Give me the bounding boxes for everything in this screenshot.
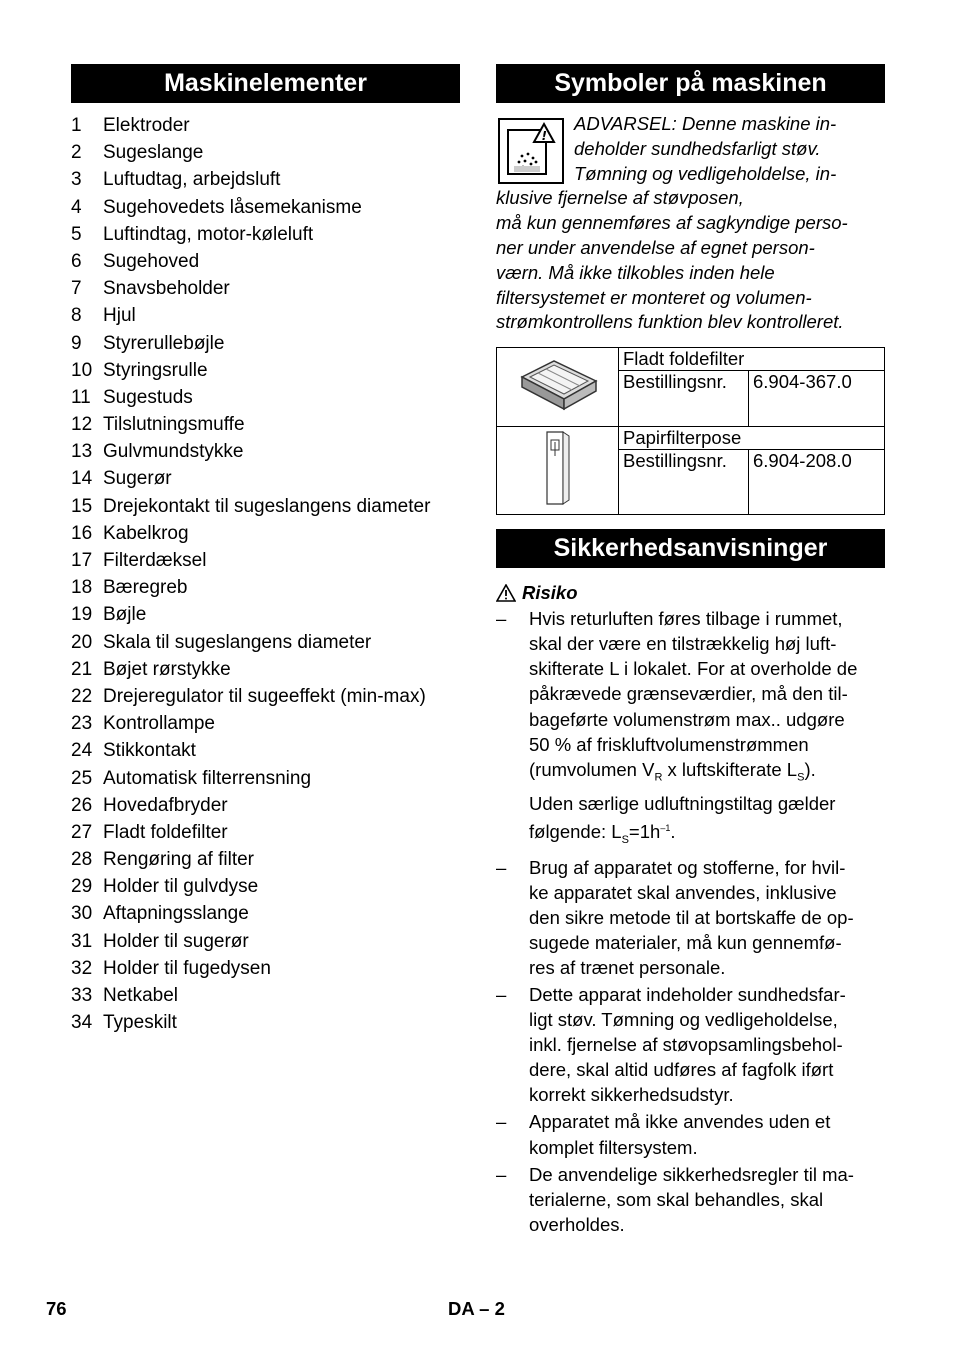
- part-number: 6: [71, 250, 82, 272]
- part-number: 29: [71, 876, 93, 898]
- part-label: Styringsrulle: [103, 359, 208, 381]
- part-label: Gulvmundstykke: [103, 441, 244, 463]
- order-number: 6.904-208.0: [749, 450, 885, 515]
- warning-line: filtersystemet er monteret og volumen-: [496, 286, 812, 308]
- part-item: [71, 737, 460, 764]
- part-label: Filterdæksel: [103, 550, 207, 571]
- bullet-line: påkrævede grænseværdier, må den til-: [529, 683, 848, 705]
- part-label: Kontrollampe: [103, 713, 215, 735]
- bullet-dash: –: [496, 1163, 507, 1185]
- part-number: 1: [71, 115, 82, 136]
- order-number-label: Bestillingsnr.: [619, 450, 749, 515]
- warning-line: strømkontrollens funktion blev kontrolleret.: [496, 311, 844, 333]
- part-number: 12: [71, 414, 93, 436]
- part-label: Rengøring af filter: [103, 849, 255, 871]
- part-label: Holder til fugedysen: [103, 957, 271, 979]
- part-number: 20: [71, 631, 93, 653]
- part-item: [71, 493, 460, 520]
- part-item: [71, 601, 460, 628]
- part-number: 34: [71, 1012, 93, 1034]
- bullet-dash: –: [496, 856, 507, 878]
- part-item: [71, 438, 460, 465]
- part-number: 17: [71, 550, 93, 571]
- part-number: 4: [71, 196, 82, 218]
- part-number: 8: [71, 305, 82, 327]
- warning-line: Tømning og vedligeholdelse, in-: [574, 162, 837, 184]
- part-label: Snavsbeholder: [103, 278, 230, 300]
- part-number: 3: [71, 169, 82, 191]
- part-item: [71, 330, 460, 357]
- bullet-line: 50 % af friskluftvolumenstrømmen: [529, 733, 809, 755]
- part-number: 21: [71, 658, 93, 680]
- part-number: 24: [71, 740, 93, 762]
- part-number: 23: [71, 713, 93, 735]
- heading-symboler: Symboler på maskinen: [496, 64, 885, 103]
- warning-line: ADVARSEL: Denne maskine in-: [574, 113, 837, 134]
- part-label: Sugehoved: [103, 250, 200, 272]
- part-item: [71, 275, 460, 302]
- bullet-line: komplet filtersystem.: [529, 1136, 698, 1158]
- part-number: 31: [71, 930, 93, 952]
- part-label: Bøjle: [103, 604, 147, 626]
- bullet-line: Uden særlige udluftningstiltag gælder: [529, 792, 836, 814]
- bullet-line: Hvis returluften føres tilbage i rummet,: [529, 608, 843, 630]
- part-label: Bøjet rørstykke: [103, 658, 231, 680]
- right-column: [496, 64, 885, 1239]
- part-number: 14: [71, 468, 93, 490]
- part-label: Automatisk filterrensning: [103, 767, 312, 789]
- part-number: 32: [71, 957, 93, 979]
- warning-line: deholder sundhedsfarligt støv.: [574, 137, 821, 159]
- part-label: Hjul: [103, 305, 136, 327]
- part-label: Stikkontakt: [103, 740, 196, 762]
- part-label: Bæregreb: [103, 577, 188, 599]
- part-number: 9: [71, 332, 82, 354]
- part-label: Kabelkrog: [103, 522, 189, 544]
- warning-line: må kun gennemføres af sagkyndige perso-: [496, 212, 848, 234]
- warning-block: [496, 112, 885, 335]
- bullet-line: den sikre metode til at bortskaffe de op-: [529, 906, 854, 928]
- part-label: Sugeslange: [103, 142, 204, 164]
- part-item: [71, 629, 460, 656]
- bullet-line: Dette apparat indeholder sundhedsfar-: [529, 984, 846, 1006]
- part-label: Typeskilt: [103, 1012, 177, 1034]
- bullet-line: overholdes.: [529, 1213, 625, 1235]
- part-item: [71, 166, 460, 193]
- bullet-line: res af trænet personale.: [529, 956, 726, 978]
- part-item: [71, 384, 460, 411]
- part-label: Drejekontakt til sugeslangens diameter: [103, 495, 431, 517]
- bullet-line: sugede materialer, må kun gennemfø-: [529, 931, 842, 953]
- bullet-line: De anvendelige sikkerhedsregler til ma-: [529, 1163, 854, 1185]
- bullet-dash: –: [496, 1111, 507, 1133]
- safety-bullets: [496, 606, 885, 1237]
- part-number: 2: [71, 142, 82, 164]
- bullet-line: ke apparatet skal anvendes, inklusive: [529, 881, 837, 903]
- bullet-line: terialerne, som skal behandles, skal: [529, 1188, 824, 1210]
- bullet-line: skifterate L i lokalet. For at overholde de: [529, 658, 858, 680]
- part-item: [71, 982, 460, 1009]
- bullet-line: skal der være en tilstrækkelig høj luft-: [529, 633, 837, 655]
- risk-heading: [496, 580, 885, 606]
- flat-filter-image: [497, 348, 619, 427]
- risk-label: Risiko: [522, 582, 578, 604]
- svg-text:!: !: [541, 129, 547, 143]
- part-number: 15: [71, 495, 93, 517]
- part-number: 19: [71, 604, 93, 626]
- part-label: Sugehovedets låsemekanisme: [103, 196, 362, 218]
- bullet-item: [496, 855, 885, 980]
- part-number: 18: [71, 577, 93, 599]
- part-label: Holder til sugerør: [103, 930, 249, 952]
- part-item: [71, 520, 460, 547]
- part-label: Luftindtag, motor-køleluft: [103, 223, 314, 245]
- page-number: 76: [46, 1298, 67, 1319]
- part-number: 7: [71, 278, 82, 300]
- part-label: Tilslutningsmuffe: [103, 414, 245, 436]
- part-label: Elektroder: [103, 115, 190, 136]
- bullet-item: [496, 982, 885, 1107]
- part-label: Fladt foldefilter: [103, 821, 228, 843]
- part-item: [71, 683, 460, 710]
- heading-maskinelementer: Maskinelementer: [71, 64, 460, 103]
- part-item: [71, 465, 460, 492]
- part-label: Styrerullebøjle: [103, 332, 225, 354]
- part-item: [71, 139, 460, 166]
- bullet-line: følgende: $L_S=1h^{-1}$.: [529, 820, 676, 846]
- warning-line: ner under anvendelse af egnet person-: [496, 236, 815, 258]
- filter-table: [496, 347, 885, 515]
- part-item: [71, 1009, 460, 1036]
- filter-name: Papirfilterpose: [619, 427, 885, 450]
- part-label: Sugestuds: [103, 386, 193, 408]
- bullet-item: [496, 1109, 885, 1159]
- warning-line: klusive fjernelse af støvposen,: [496, 187, 744, 209]
- part-number: 26: [71, 794, 93, 816]
- part-item: [71, 819, 460, 846]
- paper-filter-bag-image: [497, 427, 619, 515]
- part-number: 33: [71, 985, 93, 1006]
- section-label: DA – 2: [448, 1298, 505, 1319]
- part-number: 16: [71, 522, 93, 544]
- bullet-line: Brug af apparatet og stofferne, for hvil-: [529, 856, 846, 878]
- parts-list: [71, 112, 460, 1036]
- part-item: [71, 221, 460, 248]
- part-label: Netkabel: [103, 985, 178, 1006]
- part-item: [71, 302, 460, 329]
- part-item: [71, 765, 460, 792]
- heading-sikkerhedsanvisninger: Sikkerhedsanvisninger: [496, 529, 885, 568]
- bullet-line: bageførte volumenstrøm max.. udgøre: [529, 708, 845, 730]
- part-item: [71, 411, 460, 438]
- part-item: [71, 900, 460, 927]
- part-item: [71, 248, 460, 275]
- filter-name: Fladt foldefilter: [619, 348, 885, 371]
- bullet-dash: –: [496, 608, 507, 630]
- bullet-line: (rumvolumen $V_R$ x luftskifterate $L_S$).: [529, 758, 816, 784]
- part-item: [71, 928, 460, 955]
- part-number: 13: [71, 441, 93, 463]
- bullet-line: ligt støv. Tømning og vedligeholdelse,: [529, 1009, 838, 1031]
- part-label: Holder til gulvdyse: [103, 876, 259, 898]
- bullet-item: [496, 606, 885, 852]
- part-item: [71, 792, 460, 819]
- dust-warning-icon: [498, 118, 564, 184]
- part-label: Hovedafbryder: [103, 794, 228, 816]
- part-number: 10: [71, 359, 93, 381]
- bullet-line: Apparatet må ikke anvendes uden et: [529, 1111, 831, 1133]
- part-number: 5: [71, 223, 82, 245]
- part-item: [71, 873, 460, 900]
- order-number-label: Bestillingsnr.: [619, 371, 749, 427]
- part-number: 25: [71, 767, 93, 789]
- bullet-line: korrekt sikkerhedsudstyr.: [529, 1084, 734, 1106]
- part-label: Aftapningsslange: [103, 903, 249, 925]
- part-number: 30: [71, 903, 93, 925]
- part-label: Skala til sugeslangens diameter: [103, 631, 372, 653]
- part-number: 11: [71, 386, 91, 408]
- part-label: Luftudtag, arbejdsluft: [103, 169, 281, 191]
- part-item: [71, 656, 460, 683]
- part-number: 22: [71, 685, 93, 707]
- left-column: [71, 64, 460, 1036]
- bullet-line: inkl. fjernelse af støvopsamlingsbehol-: [529, 1034, 843, 1056]
- bullet-line: dere, skal altid udføres af fagfolk iført: [529, 1059, 834, 1081]
- part-item: [71, 112, 460, 139]
- part-label: Drejeregulator til sugeeffekt (min-max): [103, 685, 426, 707]
- part-number: 28: [71, 849, 93, 871]
- bullet-item: [496, 1162, 885, 1237]
- part-item: [71, 955, 460, 982]
- part-item: [71, 710, 460, 737]
- part-item: [71, 194, 460, 221]
- part-label: Sugerør: [103, 468, 172, 490]
- warning-line: værn. Må ikke tilkobles inden hele: [496, 261, 775, 283]
- part-item: [71, 357, 460, 384]
- part-item: [71, 574, 460, 601]
- part-number: 27: [71, 821, 93, 843]
- order-number: 6.904-367.0: [749, 371, 885, 427]
- part-item: [71, 547, 460, 574]
- bullet-dash: –: [496, 984, 507, 1006]
- part-item: [71, 846, 460, 873]
